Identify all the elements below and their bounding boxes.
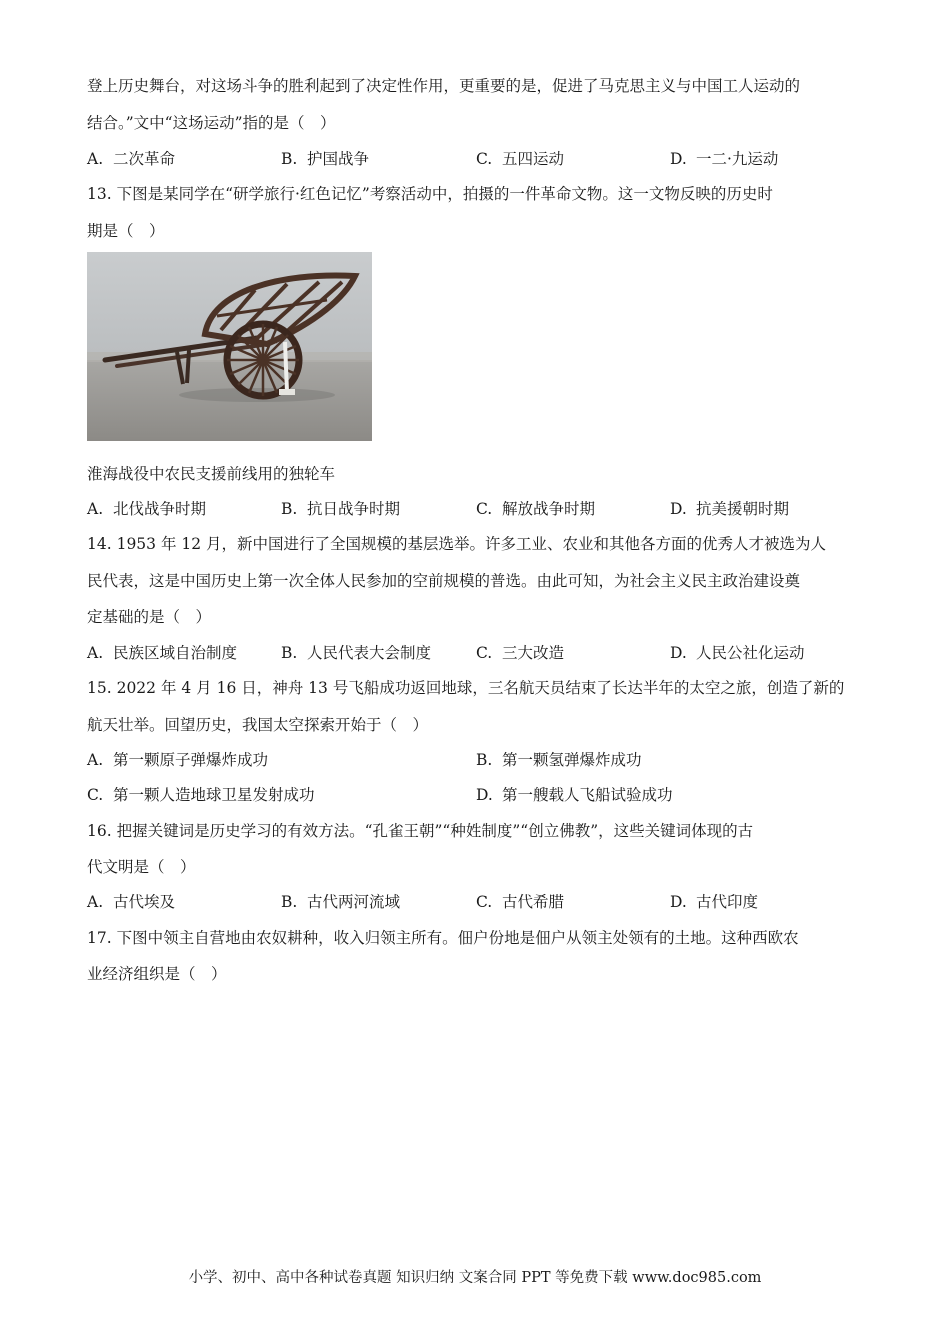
q13-option-c: C. 解放战争时期 [476,500,596,518]
q14-option-a: A. 民族区域自治制度 [87,644,238,662]
q14-option-d: D. 人民公社化运动 [670,644,805,662]
q17-stem-line2: 业经济组织是（ ） [87,965,227,983]
q15-option-c: C. 第一颗人造地球卫星发射成功 [87,786,315,804]
q13-stem-line1: 13. 下图是某同学在“研学旅行·红色记忆”考察活动中，拍摄的一件革命文物。这一文物反映的历史时 [87,185,773,203]
q15-option-a: A. 第一颗原子弹爆炸成功 [87,751,269,769]
q13-option-d: D. 抗美援朝时期 [670,500,790,518]
wheelbarrow-photo [87,252,372,441]
q12-option-c: C. 五四运动 [476,150,565,168]
q15-stem-line1: 15. 2022 年 4 月 16 日，神舟 13 号飞船成功返回地球，三名航天员结束了长达半年的太空之旅，创造了新的 [87,679,845,697]
q12-option-b: B. 护国战争 [281,150,370,168]
q14-option-c: C. 三大改造 [476,644,565,662]
q13-photo-caption: 淮海战役中农民支援前线用的独轮车 [87,465,336,483]
q16-stem-line1: 16. 把握关键词是历史学习的有效方法。“孔雀王朝”“种姓制度”“创立佛教”，这些关键词体现的古 [87,822,754,840]
q12-stem-line1: 登上历史舞台，对这场斗争的胜利起到了决定性作用，更重要的是，促进了马克思主义与中国工人运动的 [87,77,801,95]
q13-option-a: A. 北伐战争时期 [87,500,207,518]
q16-option-d: D. 古代印度 [670,893,759,911]
q12-option-d: D. 一二·九运动 [670,150,779,168]
q16-stem-line2: 代文明是（ ） [87,858,196,876]
q13-option-b: B. 抗日战争时期 [281,500,401,518]
q15-stem-line2: 航天壮举。回望历史，我国太空探索开始于（ ） [87,716,429,734]
q16-option-a: A. 古代埃及 [87,893,176,911]
q17-stem-line1: 17. 下图中领主自营地由农奴耕种，收入归领主所有。佃户份地是佃户从领主处领有的土地。这种西欧农 [87,929,799,947]
page-footer: 小学、初中、高中各种试卷真题 知识归纳 文案合同 PPT 等免费下载 www.doc985.com [188,1270,762,1286]
q15-option-b: B. 第一颗氢弹爆炸成功 [476,751,642,769]
q16-option-c: C. 古代希腊 [476,893,565,911]
q12-option-a: A. 二次革命 [87,150,176,168]
q14-stem-line1: 14. 1953 年 12 月，新中国进行了全国规模的基层选举。许多工业、农业和其他各方面的优秀人才被选为人 [87,535,827,553]
q16-option-b: B. 古代两河流域 [281,893,401,911]
q13-stem-line2: 期是（ ） [87,222,165,240]
q14-option-b: B. 人民代表大会制度 [281,644,432,662]
q14-stem-line3: 定基础的是（ ） [87,608,212,626]
q14-stem-line2: 民代表，这是中国历史上第一次全体人民参加的空前规模的普选。由此可知，为社会主义民主政治建设奠 [87,572,801,590]
q15-option-d: D. 第一艘载人飞船试验成功 [476,786,673,804]
q12-stem-line2: 结合。”文中“这场运动”指的是（ ） [87,114,336,132]
